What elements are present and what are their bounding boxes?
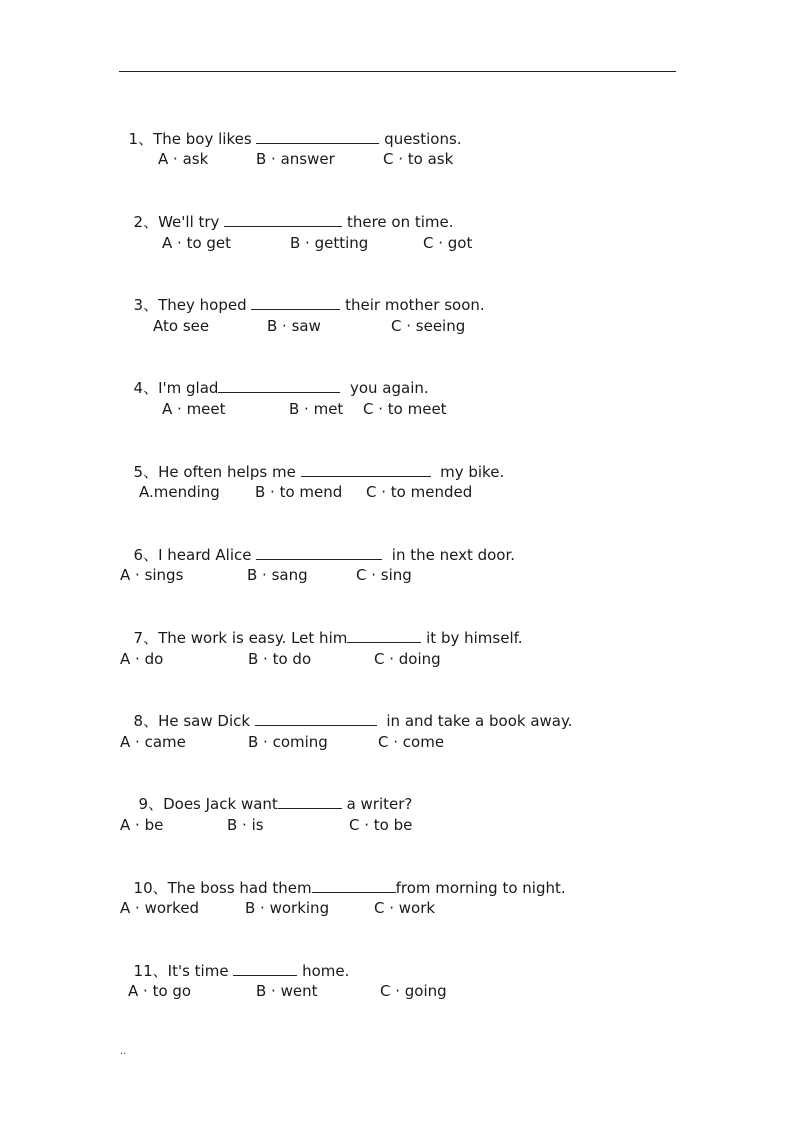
option-a[interactable]: A · to get xyxy=(162,234,232,252)
question-text-after: a writer? xyxy=(341,795,413,813)
option-c[interactable]: C · work xyxy=(374,899,436,917)
option-c[interactable]: C · to ask xyxy=(383,150,454,168)
option-a[interactable]: A · to go xyxy=(128,982,192,1000)
question-number: 5、 xyxy=(133,463,159,481)
question-text-after: there on time. xyxy=(342,213,454,231)
question-text-after: it by himself. xyxy=(421,629,523,647)
option-a[interactable]: A · meet xyxy=(162,400,226,418)
answer-blank[interactable] xyxy=(256,128,379,144)
option-a[interactable]: A · be xyxy=(120,816,164,834)
question-11 xyxy=(124,940,350,980)
question-6 xyxy=(124,524,516,564)
option-b[interactable]: B · working xyxy=(245,899,330,917)
answer-blank[interactable] xyxy=(278,793,342,809)
option-c[interactable]: C · to meet xyxy=(363,400,447,418)
question-10 xyxy=(124,857,566,897)
question-text-before: I heard Alice xyxy=(158,546,257,564)
answer-blank[interactable] xyxy=(224,211,342,227)
option-c[interactable]: C · to be xyxy=(349,816,413,834)
question-text-after: in and take a book away. xyxy=(376,712,573,730)
answer-blank[interactable] xyxy=(218,377,340,393)
answer-blank[interactable] xyxy=(312,877,396,893)
option-a[interactable]: A · worked xyxy=(120,899,200,917)
question-text-after: in the next door. xyxy=(382,546,516,564)
header-rule xyxy=(119,71,676,72)
question-2 xyxy=(124,191,454,231)
question-text-before: They hoped xyxy=(158,296,252,314)
question-text-after: from morning to night. xyxy=(395,879,566,897)
question-text-before: He often helps me xyxy=(158,463,301,481)
question-text-before: The boy likes xyxy=(153,130,257,148)
question-number: 6、 xyxy=(133,546,159,564)
option-b[interactable]: B · coming xyxy=(248,733,328,751)
option-b[interactable]: B · is xyxy=(227,816,264,834)
question-1 xyxy=(119,108,462,148)
option-a[interactable]: A · sings xyxy=(120,566,184,584)
question-number: 11、 xyxy=(133,962,168,980)
option-b[interactable]: B · to mend xyxy=(255,483,343,501)
question-text-after: my bike. xyxy=(430,463,505,481)
option-a[interactable]: A · came xyxy=(120,733,186,751)
option-b[interactable]: B · saw xyxy=(267,317,321,335)
question-7 xyxy=(124,607,523,647)
question-text-before: It's time xyxy=(167,962,234,980)
question-4 xyxy=(124,357,429,397)
question-number: 4、 xyxy=(133,379,159,397)
option-a[interactable]: A.mending xyxy=(139,483,220,501)
question-5 xyxy=(124,441,505,481)
option-c[interactable]: C · seeing xyxy=(391,317,466,335)
option-a[interactable]: A · do xyxy=(120,650,164,668)
answer-blank[interactable] xyxy=(256,544,382,560)
question-number: 1、 xyxy=(128,130,154,148)
option-b[interactable]: B · getting xyxy=(290,234,369,252)
question-number: 7、 xyxy=(133,629,159,647)
question-text-before: I'm glad xyxy=(158,379,219,397)
question-text-after: their mother soon. xyxy=(340,296,485,314)
option-b[interactable]: B · to do xyxy=(248,650,312,668)
answer-blank[interactable] xyxy=(301,461,431,477)
answer-blank[interactable] xyxy=(233,960,297,976)
question-number: 8、 xyxy=(133,712,159,730)
option-c[interactable]: C · going xyxy=(380,982,447,1000)
answer-blank[interactable] xyxy=(255,710,377,726)
option-c[interactable]: C · got xyxy=(423,234,473,252)
question-text-before: Does Jack want xyxy=(163,795,278,813)
question-text-before: The boss had them xyxy=(167,879,312,897)
option-a[interactable]: A · ask xyxy=(158,150,209,168)
question-text-before: He saw Dick xyxy=(158,712,255,730)
question-text-before: We'll try xyxy=(158,213,225,231)
option-c[interactable]: C · doing xyxy=(374,650,441,668)
question-text-after: questions. xyxy=(379,130,462,148)
question-9 xyxy=(129,773,413,813)
question-8 xyxy=(124,690,573,730)
question-3 xyxy=(124,274,485,314)
option-b[interactable]: B · went xyxy=(256,982,318,1000)
option-c[interactable]: C · to mended xyxy=(366,483,473,501)
question-text-before: The work is easy. Let him xyxy=(158,629,348,647)
option-b[interactable]: B · sang xyxy=(247,566,308,584)
question-number: 3、 xyxy=(133,296,159,314)
answer-blank[interactable] xyxy=(347,627,421,643)
question-number: 10、 xyxy=(133,879,168,897)
option-a[interactable]: Ato see xyxy=(153,317,210,335)
option-c[interactable]: C · sing xyxy=(356,566,412,584)
question-text-after: home. xyxy=(297,962,350,980)
option-b[interactable]: B · answer xyxy=(256,150,335,168)
answer-blank[interactable] xyxy=(251,294,340,310)
question-text-after: you again. xyxy=(340,379,429,397)
footer-mark: .. xyxy=(120,1046,127,1057)
option-c[interactable]: C · come xyxy=(378,733,445,751)
question-number: 9、 xyxy=(138,795,164,813)
question-number: 2、 xyxy=(133,213,159,231)
option-b[interactable]: B · met xyxy=(289,400,344,418)
